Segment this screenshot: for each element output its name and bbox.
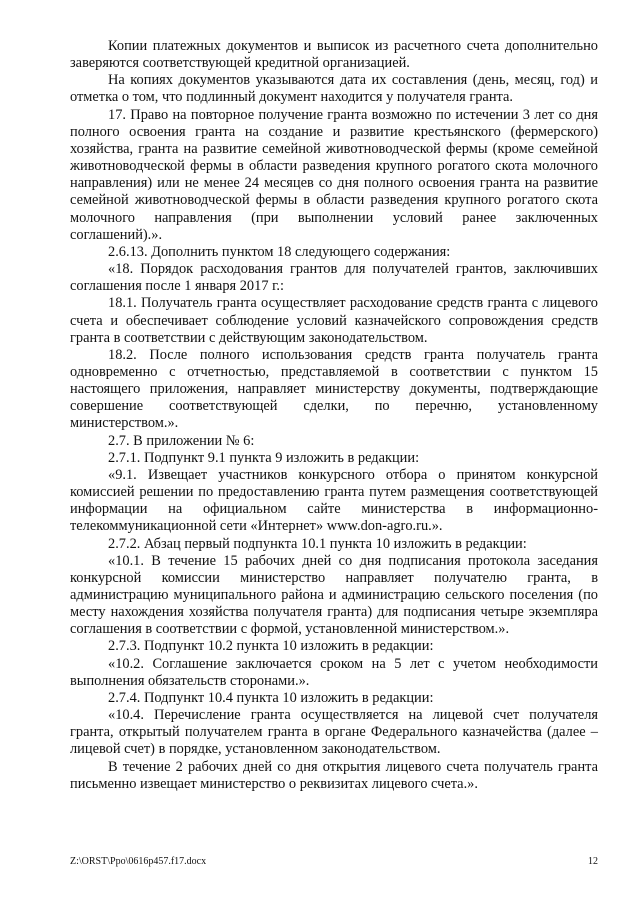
paragraph: 2.7.4. Подпункт 10.4 пункта 10 изложить в редакции: [108, 689, 434, 706]
paragraph: «10.4. Перечисление гранта осуществляется на лицевой счет получателя гранта, открытый получателем гранта в органе Федерального казначейства (далее – лицевой счет) в порядке, установленном законодательством. [70, 707, 598, 758]
paragraph: «18. Порядок расходования грантов для получателей грантов, заключивших соглашения после 1 января 2017 г.: [70, 261, 598, 295]
paragraph: «9.1. Извещает участников конкурсного отбора о принятом конкурсной комиссией решении по предоставлению гранта путем размещения соответствующей информации на официальном сайте министерства в информационно-телекоммуникационной сети «Интернет» www.don-agro.ru.». [70, 466, 598, 535]
paragraph: 18.1. Получатель гранта осуществляет расходование средств гранта с лицевого счета и обеспечивает соблюдение условий казначейского сопровождения средств гранта в соответствии с действующим законодательством. [70, 295, 598, 346]
paragraph: В течение 2 рабочих дней со дня открытия лицевого счета получатель гранта письменно извещает министерство о реквизитах лицевого счета.». [70, 758, 598, 792]
paragraph: 2.7.2. Абзац первый подпункта 10.1 пункта 10 изложить в редакции: [108, 535, 527, 552]
paragraph: 18.2. После полного использования средств гранта получатель гранта одновременно с отчетностью, представляемой в соответствии с пунктом 15 настоящего приложения, направляет министерству документы, подтверждающие совершение соответствующей сделки, по перечню, установленному министерством.». [70, 346, 598, 432]
paragraph: 2.6.13. Дополнить пунктом 18 следующего содержания: [108, 243, 451, 260]
paragraph: На копиях документов указываются дата их составления (день, месяц, год) и отметка о том, что подлинный документ находится у получателя гранта. [70, 72, 598, 106]
paragraph: 17. Право на повторное получение гранта возможно по истечении 3 лет со дня полного освоения гранта на создание и развитие крестьянского (фермерского) хозяйства, гранта на развитие семейной животноводческой фермы (кроме семейной животноводческой фермы в области разведения крупного рогатого скота молочного направления) или не менее 24 месяцев со дня полного освоения гранта на развитие семейной животноводческой фермы в области разведения крупного рогатого скота молочного направления (при выполнении условий ранее заключенных соглашений).». [70, 106, 598, 243]
paragraph: 2.7.1. Подпункт 9.1 пункта 9 изложить в редакции: [108, 449, 420, 466]
footer-file-path: Z:\ORST\Ppo\0616p457.f17.docx [70, 856, 207, 867]
paragraph: 2.7. В приложении № 6: [108, 432, 255, 449]
paragraph: «10.2. Соглашение заключается сроком на 5 лет с учетом необходимости выполнения обязательств сторонами.». [70, 655, 598, 689]
paragraph: Копии платежных документов и выписок из расчетного счета дополнительно заверяются соответствующей кредитной организацией. [70, 38, 598, 72]
document-body [70, 38, 598, 793]
paragraph: «10.1. В течение 15 рабочих дней со дня подписания протокола заседания конкурсной комиссии министерство направляет получателю гранта, в администрацию муниципального района и администрацию сельского поселения (по месту нахождения хозяйства получателя гранта) для подписания четыре экземпляра соглашения в соответствии с формой, установленной министерством.». [70, 552, 598, 638]
page-number: 12 [588, 856, 598, 867]
paragraph: 2.7.3. Подпункт 10.2 пункта 10 изложить в редакции: [108, 638, 434, 655]
